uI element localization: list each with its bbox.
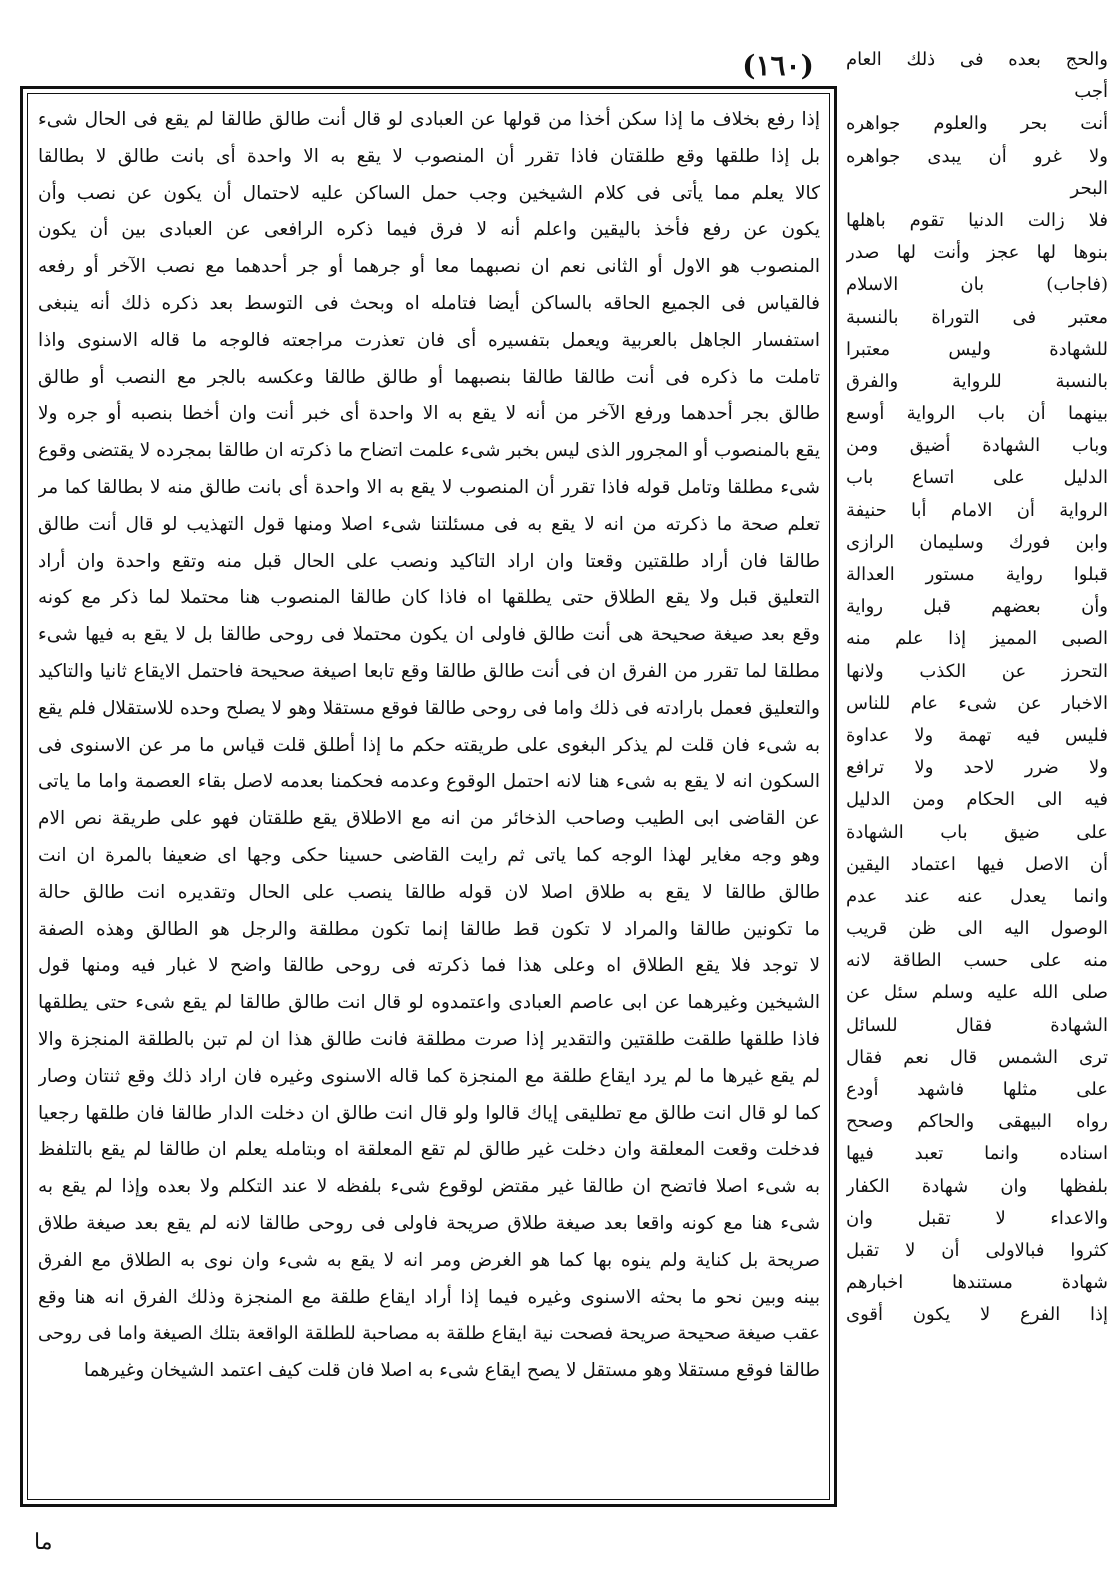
main-text-line: استفسار الجاهل بالعربية ويعمل بتفسيره أى فان تعذرت مراجعته فالوجه ما قاله الاسنوى واذا bbox=[38, 329, 820, 351]
main-text-line: عن القاضى ابى الطيب وصاحب الذخائر من انه مع الاطلاق يقع طلقتان فهو على طريقة نص الام bbox=[38, 808, 820, 830]
margin-text-line: أجب bbox=[1074, 81, 1108, 103]
margin-text-line: كثروا فبالاولى أن لا تقبل bbox=[846, 1239, 1108, 1261]
page-number: (١٦٠) bbox=[742, 49, 814, 82]
main-text-line: شىء هنا مع كونه واقعا بعد صيغة طلاق صريحة فاولى فى روحى طالقا لانه لم يقع بعد صيغة طلاق bbox=[38, 1212, 820, 1234]
margin-text-line: والحج بعده فى ذلك العام bbox=[846, 49, 1108, 70]
main-text-line: المنصوب هو الاول أو الثانى نعم ان نصبهما معا أو جرهما أو جر أحدهما مع نصب الآخر أو رفعه bbox=[38, 256, 820, 278]
main-text-line: الشيخين وغيرهما عن ابى عاصم العبادى واعتمدوه لو قال انت طالق طالقا لم يقع شىء حتى يطلقها bbox=[38, 992, 820, 1014]
main-text-line: والتعليق فعمل بارادته فى ذلك واما فى روحى طالقا فوقع مستقلا وهو لا يصلح وحده للاستقلال فلم يقع bbox=[38, 697, 820, 719]
margin-text-line: ترى الشمس قال نعم فقال bbox=[846, 1046, 1108, 1068]
main-text-line: به شىء اصلا فاتضح ان طالقا غير مقتض لوقوع شىء بلفظه لا عند التكلم ولا بعده وإذا لم يقع به bbox=[38, 1176, 820, 1198]
margin-text-line: للشهادة وليس معتبرا bbox=[846, 338, 1108, 360]
main-text-line: فالقياس فى الجميع الحاقه بالساكن أيضا فتامله اه وبحث فى التوسط بعد ذكره ذلك أنه ينبغى bbox=[38, 292, 820, 314]
margin-text-line: فليس فيه تهمة ولا عداوة bbox=[846, 724, 1108, 746]
main-text-line: صريحة بل كناية ولم ينوه بها كما هو الغرض ومر انه لا يقع به شىء وان نوى به الطلاق مع الفرق bbox=[38, 1249, 820, 1271]
margin-text-line: اسناده وانما تعبد فيها bbox=[846, 1143, 1108, 1165]
main-text-column bbox=[38, 102, 820, 1498]
main-text-line: فدخلت وقعت المعلقة وان دخلت غير طالق لم تقع المعلقة اه وبتامله يعلم ان طالقا لم يقع بالتلفظ bbox=[38, 1139, 820, 1161]
main-text-line: لم يقع غيرها ما لم يرد ايقاع طلقة مع المنجزة كما قاله الاسنوى وغيره فان اراد ذلك وقع ثنتان وصار bbox=[38, 1065, 820, 1087]
margin-text-line: الوصول اليه الى ظن قريب bbox=[846, 918, 1108, 940]
margin-text-line: ولا غرو أن يبدى جواهره bbox=[846, 145, 1108, 167]
main-text-line: تاملت ما ذكره فى أنت طالقا طالقا بنصبهما أو طالق طالقا وعكسه بالجر مع النصب أو طالق bbox=[38, 366, 820, 388]
margin-text-line: وابن فورك وسليمان الرازى bbox=[846, 531, 1108, 553]
main-text-line: لا توجد فلا يقع الطلاق اه وعلى هذا فما ذكرته فى روحى طالقا واضح لا غبار فيه ومنها قول bbox=[38, 955, 820, 977]
margin-text-line: التحرز عن الكذب ولانها bbox=[846, 660, 1108, 682]
margin-text-line: وباب الشهادة أضيق ومن bbox=[846, 435, 1108, 457]
main-text-line: به شىء فان قلت لم يذكر البغوى على طريقته حكم ما إذا أطلق قلت قياس ما مر عن الاسنوى فى bbox=[38, 734, 820, 756]
margin-text-line: إذا الفرع لا يكون أقوى bbox=[846, 1304, 1108, 1326]
margin-text-line: (فاجاب) بان الاسلام bbox=[846, 274, 1108, 296]
main-text-line: شىء مطلقا وتامل قوله فاذا تقرر أن المنصوب لا يقع به الا واحدة أى بانت طالق منه لا بطالقا كما مر bbox=[38, 476, 820, 498]
margin-text-line: الدليل على اتساع باب bbox=[846, 467, 1108, 489]
main-text-line: يكون عن رفع فأخذ باليقين واعلم أنه لا فرق فيما ذكره الرافعى عن العبادى بين أن يكون bbox=[38, 219, 820, 241]
main-text-line: كما لو قال انت طالق مع تطليقى إياك قالوا ولو قال انت طالق ان دخلت الدار طالقا فان طلقها رجعيا bbox=[38, 1102, 820, 1124]
margin-text-line: صلى الله عليه وسلم سئل عن bbox=[846, 982, 1108, 1004]
main-text-line: فاذا طلقها طلقت طلقتين والتقدير إذا صرت مطلقة فانت طالق هذا ان لم تبن بالطلقة المنجزة والا bbox=[38, 1028, 820, 1050]
margin-text-line: البحر bbox=[1070, 177, 1108, 199]
margin-text-line: بينهما أن باب الرواية أوسع bbox=[846, 403, 1108, 425]
margin-text-line: فلا زالت الدنيا تقوم باهلها bbox=[846, 209, 1108, 231]
margin-text-line: فيه الى الحكام ومن الدليل bbox=[846, 789, 1108, 811]
main-text-line: بل إذا طلقها وقع طلقتان فاذا تقرر أن المنصوب لا يقع به الا واحدة أى بانت طالق لا بطالقا bbox=[38, 145, 820, 167]
main-text-line: يقع بالمنصوب أو المجرور الذى ليس بخبر شىء علمت اتضاح ما ذكرته ان طالقا بمجرده لا يقتضى وقوع bbox=[38, 440, 820, 462]
margin-text-line: والاعداء لا تقبل وان bbox=[846, 1207, 1108, 1229]
main-text-line: تعلم صحة ما ذكرته من انه لا يقع به فى مسئلتنا شىء اصلا ومنها قول التهذيب لو قال أنت طالق bbox=[38, 513, 820, 535]
margin-text-line: ولا ضرر لاحد ولا ترافع bbox=[846, 757, 1108, 779]
margin-text-line: منه على حسب الطاقة لانه bbox=[846, 950, 1108, 972]
margin-text-line: قبلوا رواية مستور العدالة bbox=[846, 564, 1108, 585]
margin-text-line: معتبر فى التوراة بالنسبة bbox=[846, 306, 1108, 328]
margin-text-line: بنوها لها عجز وأنت لها صدر bbox=[846, 242, 1108, 264]
main-text-line: طالقا فان أراد طلقتين وقعتا وان اراد التاكيد ونصب على الحال قبل منه وتقع واحدة وان أراد bbox=[38, 550, 820, 572]
margin-text-line: وأن بعضهم قبل رواية bbox=[846, 596, 1108, 618]
margin-text-line: أن الاصل فيها اعتماد اليقين bbox=[846, 853, 1108, 875]
margin-text-line: الصبى المميز إذا علم منه bbox=[846, 628, 1108, 650]
main-text-line: التعليق قبل ولا يقع الطلاق حتى يطلقها اه فاذا كان طالقا المنصوب هنا محتملا لما ذكر مع كونه bbox=[38, 587, 820, 609]
main-text-line: إذا رفع بخلاف ما إذا سكن أخذا من قولها عن العبادى لو قال أنت طالق طالقا لم يقع فى الحال شىء bbox=[38, 109, 820, 130]
main-text-line: عقب صيغة صحيحة صريحة فصحت نية ايقاع طلقة به مصاحبة للطلقة الواقعة بتلك الصيغة واما فى روحى bbox=[38, 1323, 820, 1345]
margin-text-line: بلفظها وان شهادة الكفار bbox=[846, 1175, 1108, 1197]
main-text-line: كالا يعلم مما يأتى فى كلام الشيخين وجب حمل الساكن عليه لاحتمال أن يكون عن نصب وأن bbox=[38, 182, 820, 204]
margin-text-line: شهادة مستندها اخبارهم bbox=[846, 1272, 1108, 1294]
margin-text-column bbox=[846, 44, 1108, 1524]
margin-text-line: وانما يعدل عنه عند عدم bbox=[846, 885, 1108, 907]
main-text-line: مطلقا لما تقرر من الفرق ان فى أنت طالق طالقا وقع تابعا اصيغة صحيحة فاحتمل الايقاع ثانيا والتاكيد bbox=[38, 660, 820, 682]
margin-text-line: أنت بحر والعلوم جواهره bbox=[846, 113, 1108, 135]
main-text-line: بينه وبين نحو ما بحثه الاسنوى وغيره فيما إذا أراد ايقاع طلقة مع المنجزة وذلك الفرق انه هنا وقع bbox=[38, 1286, 820, 1308]
main-text-line: طالق طالقا لا يقع به طلاق اصلا لان قوله طالقا ينصب على الحال وتقديره انت طالق حالة bbox=[38, 881, 820, 903]
margin-text-line: الاخبار عن شىء عام للناس bbox=[846, 692, 1108, 714]
main-text-line: ما تكونين طالقا والمراد لا تكون قط طالقا إنما تكون مطلقة والرجل هو الطالق وهذه الصفة bbox=[38, 918, 820, 940]
margin-text-line: بالنسبة للرواية والفرق bbox=[846, 370, 1108, 392]
catchword: ما bbox=[34, 1530, 53, 1555]
main-text-line: طالق بجر أحدهما ورفع الآخر من أنه لا يقع به الا واحدة أى خبر أنت وان أخطا بنصبه أو جره ولا bbox=[38, 403, 820, 425]
main-text-line: طالقا فوقع مستقلا وهو مستقل لا يصح ايقاع شىء به اصلا فان قلت كيف اعتمد الشيخان وغيرهما bbox=[83, 1360, 820, 1382]
margin-text-line: رواه البيهقى والحاكم وصحح bbox=[846, 1111, 1108, 1133]
main-text-line: وقع بعد صيغة صحيحة هى أنت طالق فاولى ان يكون محتملا فى روحى طالقا بل لا يقع به فيها شىء bbox=[38, 624, 820, 646]
margin-text-line: على ضيق باب الشهادة bbox=[846, 821, 1108, 843]
margin-text-line: على مثلها فاشهد أودع bbox=[846, 1079, 1108, 1100]
margin-text-line: الشهادة فقال للسائل bbox=[846, 1014, 1108, 1036]
main-text-line: وهو وجه مغاير لهذا الوجه كما ياتى ثم رايت القاضى حسينا حكى وجها اى ضعيفا بالمرة ان انت bbox=[38, 844, 820, 866]
margin-text-line: الرواية أن الامام أبا حنيفة bbox=[846, 499, 1108, 521]
main-text-line: السكون انه لا يقع به شىء هنا لانه احتمل الوقوع وعدمه فحكمنا بعدمه لاصل بقاء العصمة واما ما ياتى bbox=[38, 771, 820, 793]
